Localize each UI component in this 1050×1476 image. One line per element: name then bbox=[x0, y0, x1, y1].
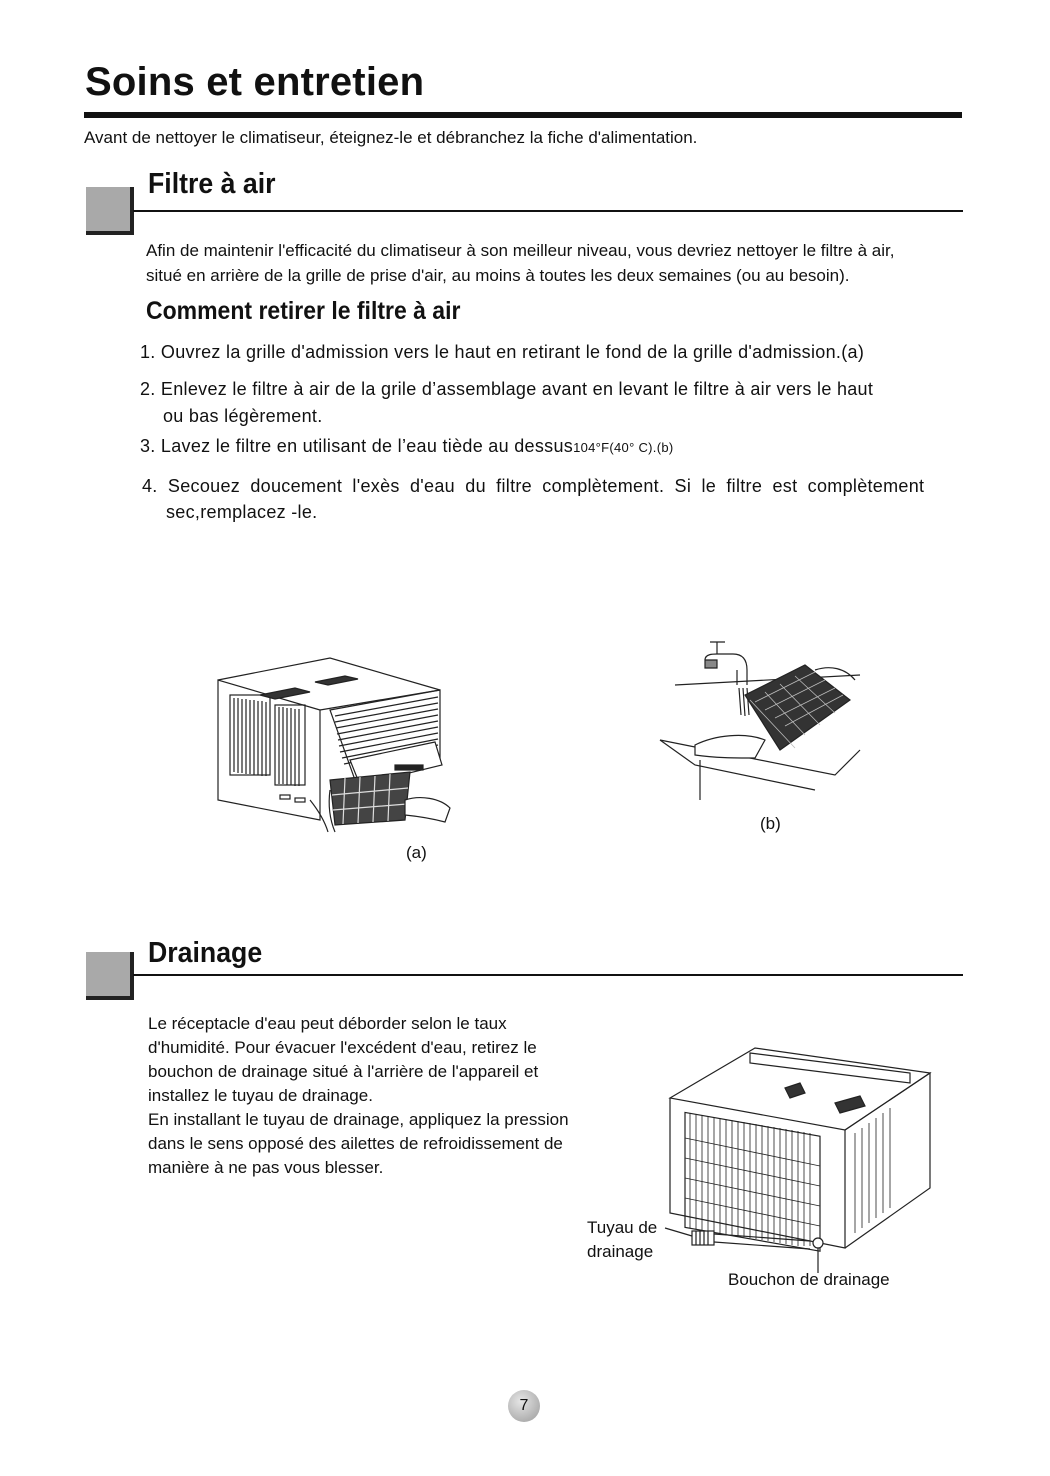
section-divider-filter bbox=[133, 210, 963, 212]
step-4-line2: sec,remplacez -le. bbox=[166, 502, 318, 522]
caption-b: (b) bbox=[760, 814, 781, 833]
subheading-remove-filter: Comment retirer le filtre à air bbox=[146, 297, 461, 325]
drainage-paragraph-line: dans le sens opposé des ailettes de refroidissement de bbox=[148, 1134, 563, 1153]
step-2-line2: ou bas légèrement. bbox=[163, 406, 323, 426]
label-drain-hose bbox=[587, 1216, 657, 1264]
title-divider bbox=[84, 112, 962, 118]
step-3 bbox=[140, 433, 674, 461]
caption-a: (a) bbox=[406, 843, 427, 862]
filter-paragraph-line1: Afin de maintenir l'efficacité du climatiseur à son meilleur niveau, vous devriez nettoyer le filtre à air, bbox=[146, 241, 895, 260]
section-divider-drainage bbox=[133, 974, 963, 976]
label-drain-plug: Bouchon de drainage bbox=[728, 1270, 890, 1289]
label-drain-hose-line1: Tuyau de bbox=[587, 1218, 658, 1237]
drainage-paragraph-line: installez le tuyau de drainage. bbox=[148, 1086, 373, 1105]
illustration-drainage bbox=[660, 1038, 945, 1263]
drainage-paragraph-line: En installant le tuyau de drainage, appliquez la pression bbox=[148, 1110, 569, 1129]
illustration-filter-washing bbox=[655, 640, 865, 805]
section-heading-filter: Filtre à air bbox=[148, 168, 276, 200]
drainage-paragraph-line: bouchon de drainage situé à l'arrière de l'appareil et bbox=[148, 1062, 539, 1081]
section-marker-drainage bbox=[86, 952, 134, 1000]
illustration-filter-removal bbox=[210, 650, 470, 835]
step-1: 1. Ouvrez la grille d'admission vers le haut en retirant le fond de la grille d'admission.(a) bbox=[140, 342, 865, 362]
drainage-paragraph bbox=[148, 1012, 569, 1180]
step-2-line1: 2. Enlevez le filtre à air de la grile d’assemblage avant en levant le filtre à air vers le haut bbox=[140, 379, 874, 399]
page-title: Soins et entretien bbox=[85, 60, 425, 104]
section-marker-filter bbox=[86, 187, 134, 235]
step-4-line1: 4. Secouez doucement l'exès d'eau du filtre complètement. Si le filtre est complètement bbox=[142, 476, 925, 496]
label-drain-hose-line2: drainage bbox=[587, 1242, 654, 1261]
step-3-temperature: 104°F(40° C).(b) bbox=[573, 440, 674, 455]
intro-text: Avant de nettoyer le climatiseur, éteignez-le et débranchez la fiche d'alimentation. bbox=[84, 128, 698, 147]
section-heading-drainage: Drainage bbox=[148, 937, 263, 969]
filter-paragraph-line2: situé en arrière de la grille de prise d'air, au moins à toutes les deux semaines (ou au besoin). bbox=[146, 266, 850, 285]
page-number: 7 bbox=[508, 1390, 540, 1422]
drainage-paragraph-line: d'humidité. Pour évacuer l'excédent d'eau, retirez le bbox=[148, 1038, 537, 1057]
step-3-main: 3. Lavez le filtre en utilisant de l’eau tiède au dessus bbox=[140, 436, 574, 456]
drainage-paragraph-line: manière à ne pas vous blesser. bbox=[148, 1158, 384, 1177]
drainage-paragraph-line: Le réceptacle d'eau peut déborder selon le taux bbox=[148, 1014, 507, 1033]
